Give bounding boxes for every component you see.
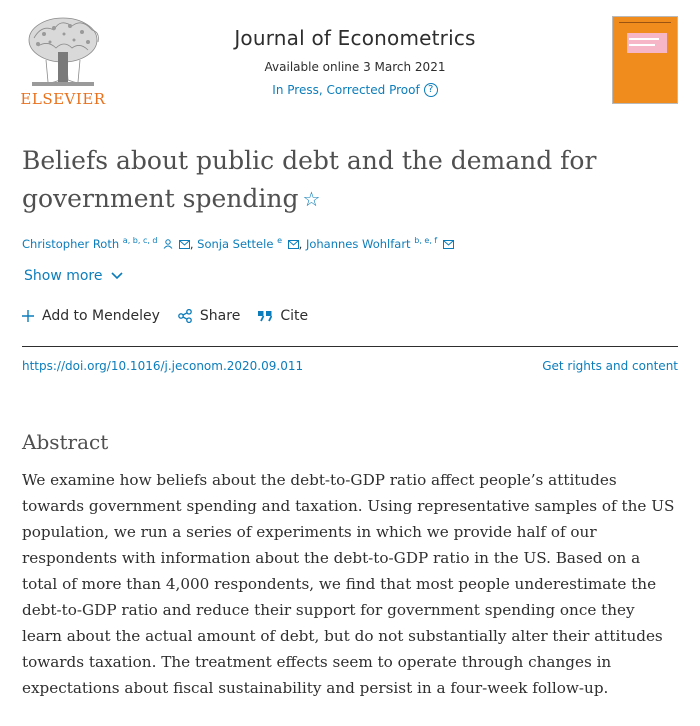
abstract-line: population, we run a series of experiments in which we provide half of our	[22, 523, 597, 541]
elsevier-logo[interactable]	[20, 14, 106, 106]
share-button[interactable]	[178, 308, 240, 324]
abstract-line: respondents with information about the debt-to-GDP ratio in the US. Based on a	[22, 549, 641, 567]
author-affiliations[interactable]: b, e, f	[414, 236, 438, 245]
help-icon[interactable]: ?	[424, 83, 438, 97]
author-name[interactable]: Sonja Settele	[197, 236, 274, 251]
available-online-date: Available online 3 March 2021	[264, 60, 446, 74]
share-label[interactable]: Share	[199, 308, 241, 324]
cite-button[interactable]	[258, 308, 308, 324]
show-more-button[interactable]	[24, 268, 123, 284]
plus-icon	[22, 310, 34, 322]
divider	[22, 346, 678, 347]
doi-link[interactable]: https://doi.org/10.1016/j.jeconom.2020.09.011	[22, 359, 304, 373]
author-list	[22, 236, 454, 251]
star-icon[interactable]: ☆	[302, 187, 321, 211]
article-status-label[interactable]: In Press, Corrected Proof	[272, 83, 420, 97]
logo-wordmark: ELSEVIER	[20, 90, 106, 108]
add-to-mendeley-button[interactable]	[22, 308, 160, 324]
abstract-line: learn about the actual amount of debt, but do not substantially alter their attitudes	[22, 627, 663, 645]
abstract-heading: Abstract	[22, 430, 109, 454]
person-icon[interactable]	[163, 239, 173, 249]
author-affiliations[interactable]: a, b, c, d	[122, 236, 158, 245]
cover-line	[629, 38, 659, 40]
share-icon	[178, 309, 192, 323]
cite-label[interactable]: Cite	[280, 308, 309, 324]
journal-cover-thumbnail[interactable]	[612, 16, 678, 104]
author-separator: ,	[298, 236, 303, 251]
journal-title[interactable]: Journal of Econometrics	[234, 26, 476, 50]
cover-title-box	[627, 33, 667, 53]
author-link[interactable]	[197, 237, 282, 251]
abstract-line: total of more than 4,000 respondents, we find that most people underestimate the	[22, 575, 657, 593]
show-more-label[interactable]: Show more	[24, 268, 103, 284]
tree-icon	[24, 14, 102, 88]
add-to-mendeley-label[interactable]: Add to Mendeley	[42, 308, 160, 324]
article-actions	[22, 308, 308, 324]
author-name[interactable]: Johannes Wohlfart	[305, 236, 411, 251]
quote-icon	[258, 310, 272, 322]
get-rights-link[interactable]: Get rights and content	[542, 359, 678, 373]
author-affiliations[interactable]: e	[277, 236, 282, 245]
abstract-body	[22, 467, 682, 701]
cover-strip	[619, 22, 671, 28]
journal-header	[0, 0, 700, 120]
chevron-down-icon[interactable]	[111, 272, 123, 280]
abstract-line: We examine how beliefs about the debt-to-GDP ratio affect people’s attitudes	[22, 471, 617, 489]
email-icon[interactable]	[288, 240, 299, 249]
cover-line	[629, 44, 655, 46]
email-icon[interactable]	[179, 240, 190, 249]
author-name[interactable]: Christopher Roth	[22, 236, 120, 251]
article-status[interactable]	[210, 83, 500, 97]
author-link[interactable]	[306, 237, 437, 251]
abstract-line: towards government spending and taxation. Using representative samples of the US	[22, 497, 675, 515]
article-title-text: Beliefs about public debt and the demand for government spending	[22, 146, 597, 213]
abstract-line: debt-to-GDP ratio and reduce their support for government spending once they	[22, 601, 635, 619]
author-link[interactable]	[22, 237, 158, 251]
email-icon[interactable]	[443, 240, 454, 249]
abstract-line: towards taxation. The treatment effects seem to operate through changes in	[22, 653, 612, 671]
abstract-line: expectations about fiscal sustainability and persist in a four-week follow-up.	[22, 679, 609, 697]
author-separator: ,	[189, 236, 194, 251]
journal-info	[210, 26, 500, 97]
article-title	[22, 142, 662, 218]
